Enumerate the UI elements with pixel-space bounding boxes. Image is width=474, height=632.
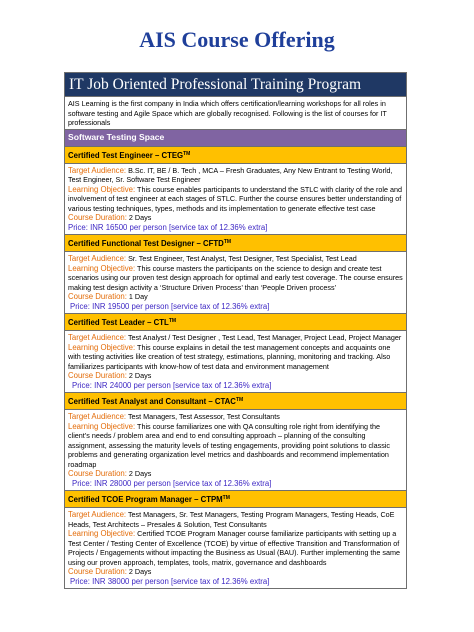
- course-details-ctl: [65, 331, 406, 393]
- target-audience-text: Test Managers, Test Assessor, Test Consultants: [126, 412, 280, 422]
- course-duration: [68, 292, 403, 302]
- course-price-label: Price:: [72, 478, 92, 488]
- learning-objective-label: Learning Objective:: [68, 421, 136, 431]
- trademark-mark: TM: [222, 495, 230, 502]
- target-audience: [68, 166, 403, 185]
- target-audience: [68, 412, 403, 422]
- learning-objective: [68, 529, 403, 567]
- course-price: [68, 223, 403, 233]
- target-audience-text: Test Analyst / Test Designer , Test Lead, Test Manager, Project Lead, Project Manager: [126, 333, 402, 343]
- course-title-ctl: [65, 314, 406, 331]
- course-duration-text: 2 Days: [126, 371, 152, 381]
- learning-objective-label: Learning Objective:: [68, 184, 136, 194]
- course-duration-text: 2 Days: [126, 469, 152, 479]
- course-price-label: Price:: [68, 222, 88, 232]
- course-details-ctpm: [65, 508, 406, 588]
- target-audience-text: Test Managers, Sr. Test Managers, Testing Program Managers, Testing Heads, CoE Heads, Test Architects – Presales & Solution, Test Consultants: [68, 510, 395, 529]
- course-title-ctac: [65, 393, 406, 410]
- course-details-cteg: [65, 164, 406, 236]
- course-duration-text: 2 Days: [126, 213, 152, 223]
- course-duration-label: Course Duration:: [68, 213, 127, 223]
- trademark-mark: TM: [223, 239, 232, 246]
- course-price: [68, 381, 403, 391]
- course-price-text: INR 19500 per person [service tax of 12.36% extra]: [89, 301, 270, 311]
- learning-objective-label: Learning Objective:: [68, 529, 136, 539]
- course-price-text: INR 28000 per person [service tax of 12.36% extra]: [91, 478, 272, 488]
- course-price: [68, 479, 403, 489]
- target-audience: [68, 333, 403, 343]
- target-audience-text: Sr. Test Engineer, Test Analyst, Test Designer, Test Specialist, Test Lead: [126, 254, 357, 264]
- trademark-mark: TM: [183, 150, 191, 157]
- learning-objective-text: This course explains in detail the test management concepts and acquaints one with testing activities like creation of test strategy, estimations, planning, monitoring and tracking. Also familiarizes participants with know-how of test data and environment management: [68, 342, 391, 371]
- intro-paragraph: AIS Learning is the first company in India which offers certification/learning workshops for all roles in software testing and Agile Space which are globally recognised. Following is the list of courses for IT professionals: [65, 97, 406, 130]
- course-duration-label: Course Duration:: [68, 469, 127, 479]
- course-title-cteg: [65, 147, 406, 164]
- course-duration-text: 2 Days: [126, 567, 152, 577]
- learning-objective-label: Learning Objective:: [68, 263, 136, 273]
- course-title-text: Certified Test Analyst and Consultant – CTAC: [68, 397, 236, 407]
- course-title-ctpm: [65, 491, 406, 508]
- course-price-label: Price:: [70, 301, 90, 311]
- course-price-label: Price:: [72, 380, 92, 390]
- course-title-text: Certified Functional Test Designer – CFTD: [68, 239, 224, 249]
- course-table: [64, 72, 407, 589]
- target-audience-label: Target Audience:: [68, 333, 127, 343]
- learning-objective: [68, 422, 403, 470]
- course-duration: [68, 371, 403, 381]
- target-audience-text: B.Sc. IT, BE / B. Tech , MCA – Fresh Graduates, Any New Entrant to Testing World, Test Engineer, Sr. Software Test Engineer: [68, 165, 393, 185]
- program-banner: IT Job Oriented Professional Training Program: [65, 73, 406, 97]
- course-duration: [68, 213, 403, 223]
- target-audience: [68, 254, 403, 264]
- course-price-label: Price:: [70, 576, 90, 586]
- target-audience-label: Target Audience:: [68, 165, 127, 175]
- course-price-text: INR 16500 per person [service tax of 12.36% extra]: [87, 222, 268, 232]
- course-duration-label: Course Duration:: [68, 567, 127, 577]
- course-title-cftd: [65, 235, 406, 252]
- learning-objective-label: Learning Objective:: [68, 342, 136, 352]
- page-title: AIS Course Offering: [139, 27, 335, 52]
- learning-objective-text: This course masters the participants on the science to design and create test scenarios using our proven test design approach for optimal and early test coverage. The course ensures making test design activity a ‘Structure Driven Process’ than ‘People Driven process’: [68, 263, 403, 292]
- section-heading: Software Testing Space: [65, 130, 406, 147]
- learning-objective-text: Certified TCOE Program Manager course familiarize participants with setting up a Test Center / Testing Center of Excellence (TCOE) by virtue of effective Transition and Transformation of Projects / Engagements without impacting the Business as Usual (BAU). Further implementing the same using our proven approach, templates, tools, matrix, governance and dashboards: [68, 529, 400, 567]
- course-price-text: INR 38000 per person [service tax of 12.36% extra]: [89, 576, 270, 586]
- course-title-text: Certified Test Leader – CTL: [68, 318, 169, 328]
- course-duration: [68, 567, 403, 577]
- course-price-text: INR 24000 per person [service tax of 12.36% extra]: [91, 380, 272, 390]
- course-duration-label: Course Duration:: [68, 371, 127, 381]
- course-duration-label: Course Duration:: [68, 292, 127, 302]
- target-audience-label: Target Audience:: [68, 254, 127, 264]
- course-title-text: Certified Test Engineer – CTEG: [68, 150, 184, 160]
- learning-objective: [68, 264, 403, 293]
- course-details-ctac: [65, 410, 406, 491]
- learning-objective-text: This course familiarizes one with QA consulting role right from identifying the client’s needs / problem area and end to end consulting approach – planning of the consulting assignment, assessing the maturity levels of testing engagements, providing point solutions to classic problems and generating organization level metrics and dashboards and recommend implementation roadmap: [68, 421, 391, 469]
- target-audience-label: Target Audience:: [68, 412, 127, 422]
- course-details-cftd: [65, 252, 406, 314]
- learning-objective: [68, 343, 403, 372]
- target-audience-label: Target Audience:: [68, 510, 127, 520]
- course-duration: [68, 469, 403, 479]
- course-title-text: Certified TCOE Program Manager – CTPM: [68, 495, 223, 505]
- learning-objective: [68, 185, 403, 214]
- trademark-mark: TM: [235, 397, 244, 404]
- learning-objective-text: This course enables participants to understand the STLC with clarity of the role and involvement of test engineer at each stages of STLC. Further the course ensures better understanding of various testing techniques, types, methods and its implementation to generate effective test case: [68, 184, 402, 213]
- trademark-mark: TM: [168, 318, 177, 325]
- course-price: [68, 302, 403, 312]
- course-price: [68, 577, 403, 587]
- course-duration-text: 1 Day: [126, 292, 148, 302]
- target-audience: [68, 510, 403, 529]
